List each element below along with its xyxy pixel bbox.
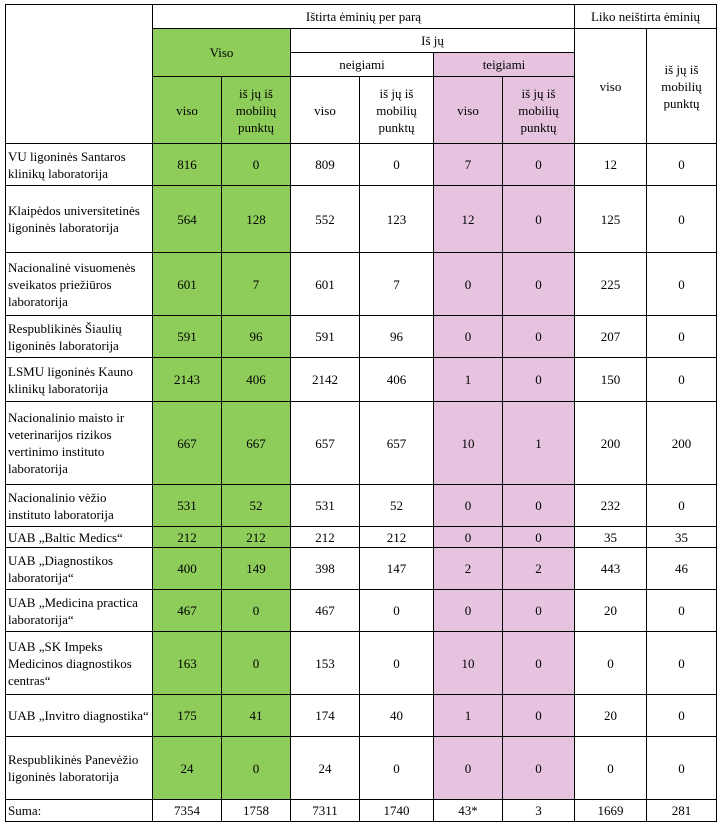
cell-total: 175 xyxy=(153,695,222,737)
cell-remaining-mobile: 0 xyxy=(647,737,717,800)
cell-remaining-mobile: 0 xyxy=(647,358,717,402)
cell-total: 564 xyxy=(153,186,222,253)
cell-total-mobile: 0 xyxy=(222,737,291,800)
table-row xyxy=(6,548,717,590)
lab-name: VU ligoninės Santaros klinikų laboratorija xyxy=(6,144,153,186)
header-remaining-mobile: iš jų iš mobilių punktų xyxy=(647,29,717,144)
cell-positive-mobile: 0 xyxy=(503,253,575,316)
cell-positive: 0 xyxy=(434,527,503,548)
cell-total: 667 xyxy=(153,402,222,485)
table-row xyxy=(6,358,717,402)
cell-remaining: 20 xyxy=(575,590,647,632)
cell-total-mobile: 52 xyxy=(222,485,291,527)
cell-remaining-mobile: 0 xyxy=(647,316,717,358)
cell-remaining: 20 xyxy=(575,695,647,737)
lab-name: Klaipėdos universitetinės ligoninės laboratorija xyxy=(6,186,153,253)
cell-total: 2143 xyxy=(153,358,222,402)
lab-name: LSMU ligoninės Kauno klinikų laboratorija xyxy=(6,358,153,402)
lab-name: UAB „Baltic Medics“ xyxy=(6,527,153,548)
table-row xyxy=(6,402,717,485)
cell-remaining: 0 xyxy=(575,632,647,695)
cell-negative-mobile: 0 xyxy=(360,737,434,800)
lab-name: Nacionalinio maisto ir veterinarijos rizikos vertinimo instituto laboratorija xyxy=(6,402,153,485)
table-row xyxy=(6,590,717,632)
cell-negative: 467 xyxy=(291,590,360,632)
header-total-group: Viso xyxy=(153,29,291,77)
cell-negative: 174 xyxy=(291,695,360,737)
cell-total-mobile: 667 xyxy=(222,402,291,485)
cell-negative-mobile: 7 xyxy=(360,253,434,316)
total-viso-mobile: 1758 xyxy=(222,800,291,822)
cell-remaining-mobile: 46 xyxy=(647,548,717,590)
cell-positive-mobile: 1 xyxy=(503,402,575,485)
lab-name: Respublikinės Šiaulių ligoninės laboratorija xyxy=(6,316,153,358)
header-negative-mobile-col: iš jų iš mobilių punktų xyxy=(360,77,434,144)
lab-name: UAB „Medicina practica laboratorija“ xyxy=(6,590,153,632)
cell-remaining-mobile: 0 xyxy=(647,590,717,632)
table-row xyxy=(6,527,717,548)
cell-positive: 2 xyxy=(434,548,503,590)
cell-negative-mobile: 147 xyxy=(360,548,434,590)
cell-positive: 0 xyxy=(434,590,503,632)
total-negative-mobile: 1740 xyxy=(360,800,434,822)
total-positive: 43* xyxy=(434,800,503,822)
cell-positive-mobile: 0 xyxy=(503,316,575,358)
cell-negative-mobile: 96 xyxy=(360,316,434,358)
cell-total-mobile: 96 xyxy=(222,316,291,358)
header-remaining: Liko neištirta ėminių xyxy=(575,5,717,29)
cell-positive-mobile: 0 xyxy=(503,695,575,737)
cell-positive-mobile: 0 xyxy=(503,632,575,695)
total-positive-mobile: 3 xyxy=(503,800,575,822)
cell-remaining-mobile: 0 xyxy=(647,253,717,316)
cell-remaining: 232 xyxy=(575,485,647,527)
total-viso: 7354 xyxy=(153,800,222,822)
cell-negative: 398 xyxy=(291,548,360,590)
cell-negative-mobile: 0 xyxy=(360,632,434,695)
cell-positive-mobile: 0 xyxy=(503,590,575,632)
cell-negative: 809 xyxy=(291,144,360,186)
cell-remaining-mobile: 0 xyxy=(647,144,717,186)
lab-name: Nacionalinė visuomenės sveikatos priežiūros laboratorija xyxy=(6,253,153,316)
lab-name: UAB „Invitro diagnostika“ xyxy=(6,695,153,737)
cell-total-mobile: 128 xyxy=(222,186,291,253)
cell-total: 591 xyxy=(153,316,222,358)
cell-positive: 1 xyxy=(434,358,503,402)
cell-remaining: 225 xyxy=(575,253,647,316)
header-positive-mobile-col: iš jų iš mobilių punktų xyxy=(503,77,575,144)
cell-total-mobile: 406 xyxy=(222,358,291,402)
header-negative-col: viso xyxy=(291,77,360,144)
cell-negative-mobile: 406 xyxy=(360,358,434,402)
cell-total: 531 xyxy=(153,485,222,527)
cell-positive-mobile: 0 xyxy=(503,186,575,253)
table-row xyxy=(6,253,717,316)
cell-negative: 212 xyxy=(291,527,360,548)
cell-positive: 0 xyxy=(434,737,503,800)
cell-total: 163 xyxy=(153,632,222,695)
lab-results-table xyxy=(5,4,717,822)
cell-positive-mobile: 0 xyxy=(503,527,575,548)
header-of-which: Iš jų xyxy=(291,29,575,53)
table-row xyxy=(6,632,717,695)
header-positive: teigiami xyxy=(434,53,575,77)
cell-positive: 0 xyxy=(434,253,503,316)
cell-total-mobile: 7 xyxy=(222,253,291,316)
cell-negative: 601 xyxy=(291,253,360,316)
cell-negative-mobile: 52 xyxy=(360,485,434,527)
cell-negative-mobile: 0 xyxy=(360,590,434,632)
cell-total-mobile: 0 xyxy=(222,632,291,695)
cell-negative-mobile: 212 xyxy=(360,527,434,548)
cell-positive-mobile: 0 xyxy=(503,144,575,186)
cell-positive: 0 xyxy=(434,316,503,358)
cell-total: 24 xyxy=(153,737,222,800)
cell-total: 467 xyxy=(153,590,222,632)
lab-name: Nacionalinio vėžio instituto laboratorija xyxy=(6,485,153,527)
total-negative: 7311 xyxy=(291,800,360,822)
lab-name: UAB „SK Impeks Medicinos diagnostikos centras“ xyxy=(6,632,153,695)
total-label: Suma: xyxy=(6,800,153,822)
total-remaining: 1669 xyxy=(575,800,647,822)
table-row xyxy=(6,485,717,527)
cell-total: 816 xyxy=(153,144,222,186)
header-tested-per-day: Ištirta ėminių per parą xyxy=(153,5,575,29)
cell-total-mobile: 149 xyxy=(222,548,291,590)
cell-positive: 10 xyxy=(434,632,503,695)
cell-negative-mobile: 0 xyxy=(360,144,434,186)
cell-negative: 531 xyxy=(291,485,360,527)
cell-total-mobile: 0 xyxy=(222,144,291,186)
cell-positive-mobile: 2 xyxy=(503,548,575,590)
header-total-col: viso xyxy=(153,77,222,144)
cell-remaining: 125 xyxy=(575,186,647,253)
header-empty-cell xyxy=(6,5,153,144)
cell-remaining-mobile: 35 xyxy=(647,527,717,548)
table-row xyxy=(6,316,717,358)
cell-positive: 12 xyxy=(434,186,503,253)
cell-total-mobile: 0 xyxy=(222,590,291,632)
cell-negative: 153 xyxy=(291,632,360,695)
cell-positive: 0 xyxy=(434,485,503,527)
header-positive-col: viso xyxy=(434,77,503,144)
cell-positive-mobile: 0 xyxy=(503,485,575,527)
cell-negative-mobile: 123 xyxy=(360,186,434,253)
cell-remaining: 200 xyxy=(575,402,647,485)
cell-remaining: 443 xyxy=(575,548,647,590)
cell-total-mobile: 41 xyxy=(222,695,291,737)
cell-remaining: 35 xyxy=(575,527,647,548)
cell-negative: 552 xyxy=(291,186,360,253)
cell-remaining-mobile: 200 xyxy=(647,402,717,485)
cell-negative: 2142 xyxy=(291,358,360,402)
header-remaining-total: viso xyxy=(575,29,647,144)
cell-negative: 591 xyxy=(291,316,360,358)
cell-positive: 7 xyxy=(434,144,503,186)
cell-positive-mobile: 0 xyxy=(503,737,575,800)
table-row xyxy=(6,144,717,186)
header-negative: neigiami xyxy=(291,53,434,77)
table-body xyxy=(6,144,717,822)
lab-name: Respublikinės Panevėžio ligoninės laboratorija xyxy=(6,737,153,800)
table-row xyxy=(6,186,717,253)
cell-total-mobile: 212 xyxy=(222,527,291,548)
lab-name: UAB „Diagnostikos laboratorija“ xyxy=(6,548,153,590)
cell-positive-mobile: 0 xyxy=(503,358,575,402)
cell-remaining-mobile: 0 xyxy=(647,485,717,527)
cell-total: 400 xyxy=(153,548,222,590)
cell-remaining: 0 xyxy=(575,737,647,800)
header-total-mobile-col: iš jų iš mobilių punktų xyxy=(222,77,291,144)
table-row xyxy=(6,737,717,800)
total-remaining-mobile: 281 xyxy=(647,800,717,822)
table-row xyxy=(6,695,717,737)
cell-remaining: 207 xyxy=(575,316,647,358)
cell-negative-mobile: 657 xyxy=(360,402,434,485)
cell-negative: 657 xyxy=(291,402,360,485)
cell-positive: 10 xyxy=(434,402,503,485)
cell-remaining: 12 xyxy=(575,144,647,186)
cell-negative-mobile: 40 xyxy=(360,695,434,737)
cell-total: 212 xyxy=(153,527,222,548)
cell-remaining-mobile: 0 xyxy=(647,695,717,737)
cell-remaining-mobile: 0 xyxy=(647,186,717,253)
cell-remaining-mobile: 0 xyxy=(647,632,717,695)
cell-positive: 1 xyxy=(434,695,503,737)
cell-total: 601 xyxy=(153,253,222,316)
total-row xyxy=(6,800,717,822)
cell-negative: 24 xyxy=(291,737,360,800)
cell-remaining: 150 xyxy=(575,358,647,402)
